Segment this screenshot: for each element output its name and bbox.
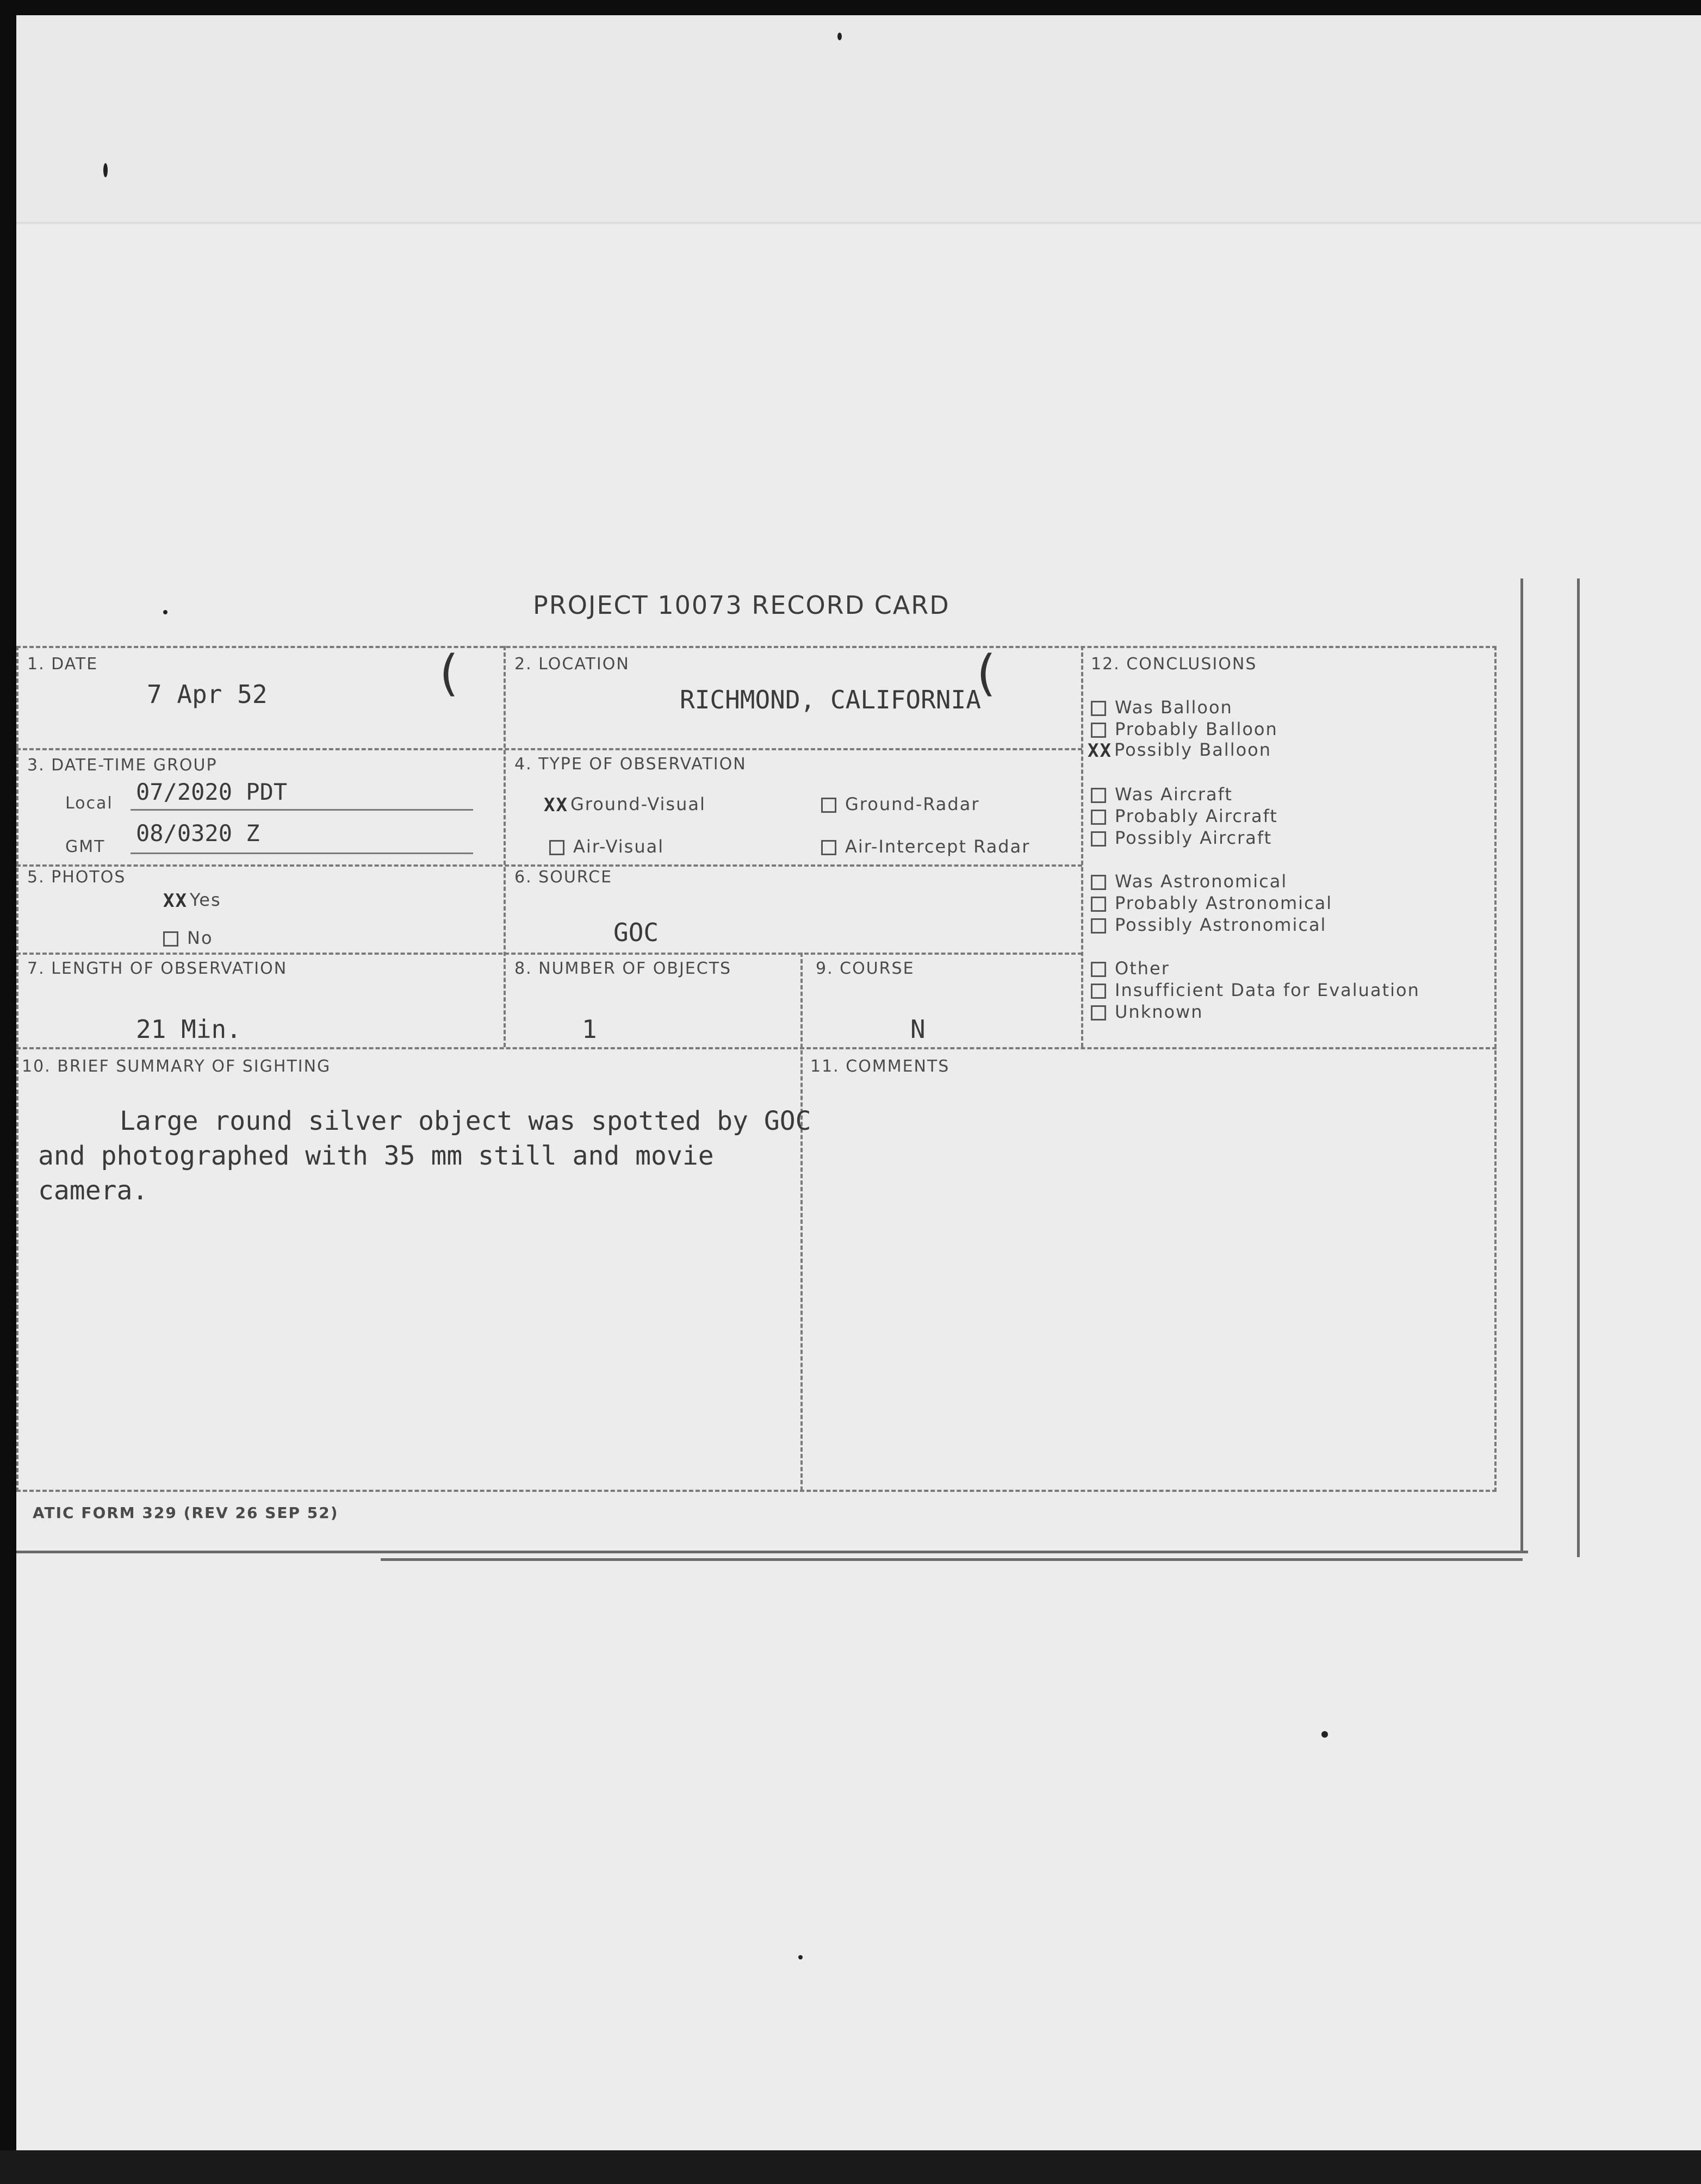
grid-line [16,748,1082,750]
source-value: GOC [613,918,659,947]
course-label: 9. COURSE [816,959,915,978]
location-label: 2. LOCATION [514,655,630,674]
summary-text: Large round silver object was spotted by GOC and photographed with 35 mm still and movie camera. [38,1106,811,1206]
option-photos-no: No [163,928,213,948]
length-label: 7. LENGTH OF OBSERVATION [27,959,288,978]
date-time-group-label: 3. DATE-TIME GROUP [27,756,218,775]
length-value: 21 Min. [136,1015,241,1044]
dust-speck [1321,1731,1328,1738]
checkmark-x: XX [544,794,568,816]
local-label: Local [65,794,113,813]
paper-top-band [16,15,1701,224]
grid-line [1081,646,1083,1047]
date-label: 1. DATE [27,655,98,674]
option-possibly-aircraft: Possibly Aircraft [1091,827,1272,848]
option-was-balloon: Was Balloon [1091,697,1233,718]
summary-label: 10. BRIEF SUMMARY OF SIGHTING [22,1057,331,1076]
underline [131,809,473,811]
checkbox-empty [1091,875,1106,890]
conclusions-label: 12. CONCLUSIONS [1091,655,1257,674]
source-label: 6. SOURCE [514,868,613,887]
option-possibly-balloon: XX Possibly Balloon [1088,739,1272,762]
option-was-aircraft: Was Aircraft [1091,784,1233,805]
option-air-visual: Air-Visual [549,836,664,857]
card-frame-edge [1577,578,1580,1557]
grid-line [16,953,1082,955]
date-value: 7 Apr 52 [147,680,268,709]
underline [131,853,473,854]
option-probably-balloon: Probably Balloon [1091,719,1278,739]
checkmark-x: XX [163,890,188,912]
gmt-label: GMT [65,837,105,856]
dust-speck [798,1955,803,1959]
checkbox-empty [1091,984,1106,999]
grid-line [16,864,1082,867]
checkbox-empty [1091,918,1106,934]
option-air-intercept-radar: Air-Intercept Radar [821,836,1030,857]
checkbox-empty [1091,897,1106,912]
checkbox-empty [163,931,178,947]
card-title: PROJECT 10073 RECORD CARD [533,590,950,620]
checkbox-empty [1091,1005,1106,1021]
type-of-observation-label: 4. TYPE OF OBSERVATION [514,755,747,774]
number-of-objects-label: 8. NUMBER OF OBJECTS [514,959,732,978]
checkbox-empty [821,798,836,813]
option-photos-yes: XX Yes [163,889,221,912]
option-probably-aircraft: Probably Aircraft [1091,806,1278,826]
card-frame-edge [16,1551,1528,1553]
paren-mark: ( [977,645,996,702]
dust-speck [163,610,167,614]
comments-label: 11. COMMENTS [810,1057,950,1076]
checkbox-empty [1091,831,1106,847]
option-unknown: Unknown [1091,1001,1203,1022]
checkbox-empty [821,840,836,855]
option-ground-radar: Ground-Radar [821,794,979,814]
photos-label: 5. PHOTOS [27,868,126,887]
option-insufficient-data: Insufficient Data for Evaluation [1091,980,1420,1000]
gmt-time-value: 08/0320 Z [136,820,260,847]
card-frame-edge [381,1558,1523,1561]
checkbox-empty [1091,723,1106,738]
paren-mark: ( [439,645,459,702]
local-time-value: 07/2020 PDT [136,779,288,805]
option-was-astronomical: Was Astronomical [1091,871,1287,892]
checkbox-empty [1091,788,1106,803]
checkbox-empty [1091,962,1106,977]
checkbox-empty [1091,701,1106,716]
option-other: Other [1091,958,1170,979]
checkbox-empty [1091,810,1106,825]
film-edge-strip [0,2150,1701,2184]
option-probably-astronomical: Probably Astronomical [1091,893,1332,913]
grid-line [16,1047,1497,1049]
option-ground-visual: XX Ground-Visual [544,794,706,816]
card-frame-edge [1520,578,1523,1552]
option-possibly-astronomical: Possibly Astronomical [1091,914,1326,935]
location-value: RICHMOND, CALIFORNIA [680,685,981,714]
number-of-objects-value: 1 [582,1015,597,1044]
dust-speck [837,33,842,40]
checkmark-x: XX [1088,740,1112,762]
course-value: N [910,1015,926,1044]
checkbox-empty [549,840,564,855]
form-number: ATIC FORM 329 (REV 26 SEP 52) [33,1504,339,1522]
grid-line [800,953,803,1491]
dust-speck [103,163,108,177]
grid-line [504,646,506,1047]
